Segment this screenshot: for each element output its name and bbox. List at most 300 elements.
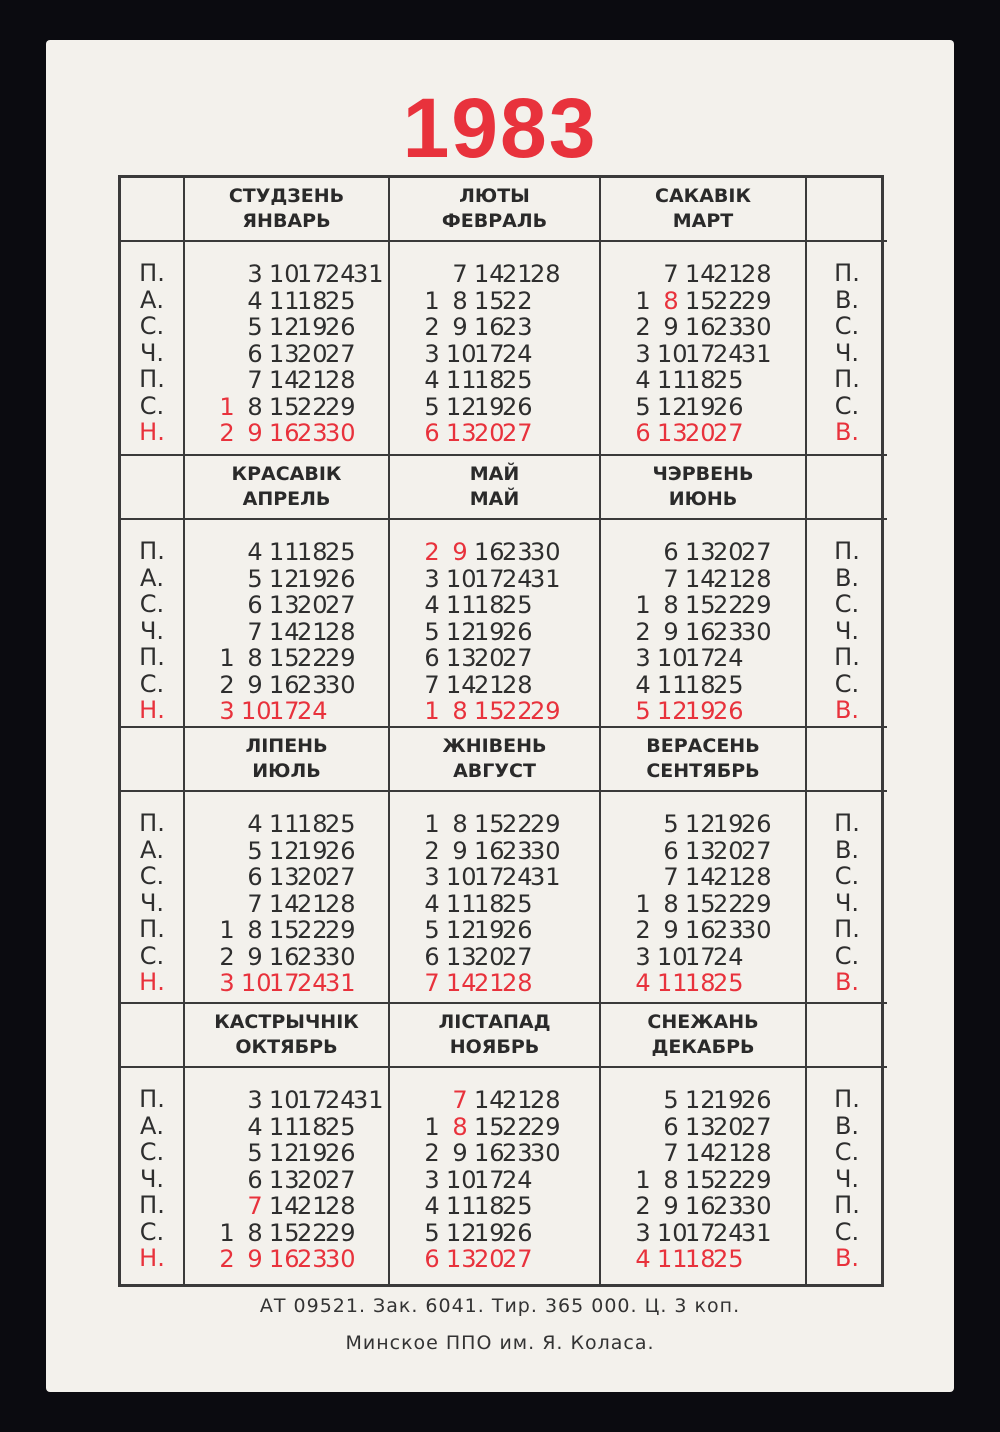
day-empty xyxy=(769,313,797,340)
day-number: 3 xyxy=(424,1165,440,1194)
month-header xyxy=(390,1004,601,1068)
day-empty xyxy=(418,260,446,287)
day-empty xyxy=(353,565,381,592)
day-number: 27 xyxy=(325,591,356,619)
day-number: 25 xyxy=(502,366,533,394)
day-empty xyxy=(558,1166,586,1193)
day-number: 4 xyxy=(635,366,651,394)
day-empty xyxy=(530,1245,558,1272)
month-name-be: МАЙ xyxy=(469,463,520,486)
day-number: 17 xyxy=(474,1165,505,1194)
weekday-label: Ч. xyxy=(834,616,860,645)
month-name-ru: ИЮНЬ xyxy=(668,488,738,510)
day-empty xyxy=(769,890,797,917)
day-number: 11 xyxy=(446,1192,477,1220)
weekday-label: С. xyxy=(139,590,165,618)
day-number: 19 xyxy=(297,836,328,865)
day-number: 10 xyxy=(657,1218,688,1247)
day-number: 5 xyxy=(247,313,263,341)
month-name-be: ЛІСТАПАД xyxy=(438,1011,551,1034)
day-number: 5 xyxy=(663,1086,679,1114)
day-number: 12 xyxy=(446,617,477,646)
month-name-be: КАСТРЫЧНІК xyxy=(214,1011,359,1034)
day-empty xyxy=(213,810,241,837)
day-number: 1 xyxy=(424,697,440,725)
day-number: 18 xyxy=(297,810,328,838)
day-number: 2 xyxy=(424,313,440,341)
day-empty xyxy=(769,943,797,970)
day-number: 13 xyxy=(657,419,688,447)
calendar-card xyxy=(46,40,954,1392)
day-number: 5 xyxy=(247,836,263,865)
day-number: 26 xyxy=(502,1218,533,1247)
day-number: 25 xyxy=(325,286,356,315)
day-number: 21 xyxy=(297,366,328,394)
day-number: 11 xyxy=(269,286,300,315)
day-number: 19 xyxy=(713,810,744,838)
day-empty xyxy=(741,1245,769,1272)
weekday-label: П. xyxy=(834,537,860,565)
day-number: 19 xyxy=(474,392,505,421)
day-number: 6 xyxy=(424,942,440,971)
day-number: 9 xyxy=(247,1245,263,1273)
day-number: 10 xyxy=(446,863,477,891)
header-corner xyxy=(121,1004,185,1068)
day-number: 16 xyxy=(685,617,716,646)
day-number: 4 xyxy=(635,1245,651,1273)
day-empty xyxy=(213,890,241,917)
day-number: 8 xyxy=(452,697,468,725)
day-number: 14 xyxy=(685,260,716,288)
day-number: 8 xyxy=(452,810,468,838)
day-number: 17 xyxy=(269,697,300,725)
day-number: 13 xyxy=(446,1245,477,1273)
day-number: 9 xyxy=(452,1139,468,1167)
day-number: 16 xyxy=(474,538,505,566)
day-number: 14 xyxy=(269,617,300,646)
day-number: 30 xyxy=(530,1139,561,1167)
day-number: 15 xyxy=(474,810,505,838)
day-number: 28 xyxy=(325,1192,356,1220)
day-empty xyxy=(558,1139,586,1166)
day-empty xyxy=(530,340,558,367)
day-number: 14 xyxy=(269,889,300,918)
weekday-label: П. xyxy=(139,1085,165,1113)
day-number: 1 xyxy=(635,1165,651,1194)
day-empty xyxy=(213,287,241,314)
day-number: 12 xyxy=(685,1086,716,1114)
day-number: 1 xyxy=(219,644,235,672)
day-number: 6 xyxy=(247,1165,263,1194)
month-days xyxy=(185,792,390,1004)
calendar-grid xyxy=(118,175,884,1287)
day-number: 30 xyxy=(325,670,356,699)
day-number: 22 xyxy=(713,1165,744,1194)
day-number: 13 xyxy=(269,1165,300,1194)
day-empty xyxy=(353,697,381,724)
day-number: 14 xyxy=(269,1192,300,1220)
day-number: 17 xyxy=(297,1086,328,1114)
day-number: 23 xyxy=(297,670,328,699)
day-number: 8 xyxy=(663,1165,679,1194)
month-header xyxy=(185,456,390,520)
day-empty xyxy=(558,419,586,446)
day-empty xyxy=(769,697,797,724)
day-number: 5 xyxy=(635,697,651,725)
day-empty xyxy=(558,697,586,724)
day-empty xyxy=(769,1139,797,1166)
day-number: 18 xyxy=(685,1245,716,1273)
day-number: 26 xyxy=(741,1086,772,1114)
day-empty xyxy=(741,366,769,393)
day-number: 24 xyxy=(713,644,744,672)
day-number: 11 xyxy=(446,889,477,918)
day-empty xyxy=(769,1166,797,1193)
day-number: 2 xyxy=(219,670,235,699)
day-number: 18 xyxy=(297,1112,328,1141)
day-number: 30 xyxy=(741,916,772,944)
day-number: 24 xyxy=(297,697,328,725)
day-number: 4 xyxy=(424,889,440,918)
day-number: 6 xyxy=(424,419,440,447)
day-number: 16 xyxy=(269,942,300,971)
day-number: 19 xyxy=(474,916,505,944)
day-number: 1 xyxy=(424,810,440,838)
day-number: 18 xyxy=(474,889,505,918)
day-number: 26 xyxy=(502,916,533,944)
day-number: 6 xyxy=(247,863,263,891)
day-number: 14 xyxy=(685,1139,716,1167)
day-number: 7 xyxy=(247,366,263,394)
month-header xyxy=(601,178,807,242)
day-empty xyxy=(558,1113,586,1140)
day-number: 13 xyxy=(685,836,716,865)
day-number: 3 xyxy=(424,863,440,891)
day-number: 5 xyxy=(247,564,263,593)
day-empty xyxy=(213,565,241,592)
day-number: 17 xyxy=(474,339,505,368)
day-number: 10 xyxy=(657,942,688,971)
weekday-label: А. xyxy=(139,285,165,314)
weekday-label: П. xyxy=(139,365,165,393)
day-number: 15 xyxy=(685,889,716,918)
day-number: 14 xyxy=(685,863,716,891)
day-number: 20 xyxy=(297,591,328,619)
day-number: 21 xyxy=(713,1139,744,1167)
day-number: 4 xyxy=(424,1192,440,1220)
day-number: 20 xyxy=(713,538,744,566)
day-number: 6 xyxy=(247,339,263,368)
day-empty xyxy=(530,890,558,917)
month-name-be: ЧЭРВЕНЬ xyxy=(652,463,754,486)
day-number: 29 xyxy=(530,1112,561,1141)
header-corner xyxy=(121,456,185,520)
day-number: 30 xyxy=(325,1245,356,1273)
day-empty xyxy=(769,671,797,698)
day-empty xyxy=(769,1113,797,1140)
day-empty xyxy=(353,837,381,864)
day-number: 9 xyxy=(663,916,679,944)
day-number: 2 xyxy=(635,313,651,341)
day-number: 23 xyxy=(502,836,533,865)
month-days xyxy=(390,242,601,456)
day-number: 26 xyxy=(325,313,356,341)
day-number: 4 xyxy=(635,670,651,699)
day-number: 2 xyxy=(424,538,440,566)
day-number: 3 xyxy=(635,1218,651,1247)
day-number: 22 xyxy=(502,697,533,725)
day-number: 9 xyxy=(452,538,468,566)
day-number: 22 xyxy=(297,1218,328,1247)
day-number: 16 xyxy=(474,1139,505,1167)
weekday-label: Ч. xyxy=(834,1164,860,1193)
day-empty xyxy=(530,366,558,393)
day-number: 12 xyxy=(269,313,300,341)
day-empty xyxy=(558,943,586,970)
day-number: 24 xyxy=(502,1165,533,1194)
day-number: 10 xyxy=(241,697,272,725)
day-number: 15 xyxy=(269,392,300,421)
day-empty xyxy=(353,863,381,890)
day-number: 8 xyxy=(247,1218,263,1247)
day-number: 15 xyxy=(474,1112,505,1141)
day-empty xyxy=(629,863,657,890)
day-empty xyxy=(769,969,797,996)
day-number: 25 xyxy=(502,889,533,918)
day-number: 9 xyxy=(663,1192,679,1220)
day-number: 25 xyxy=(502,591,533,619)
day-empty xyxy=(558,538,586,565)
day-number: 23 xyxy=(713,1192,744,1220)
day-empty xyxy=(741,943,769,970)
day-number: 3 xyxy=(424,564,440,593)
header-corner xyxy=(807,456,887,520)
day-empty xyxy=(558,260,586,287)
day-number: 3 xyxy=(219,969,235,997)
day-empty xyxy=(213,863,241,890)
day-number: 21 xyxy=(713,863,744,891)
day-number: 12 xyxy=(685,810,716,838)
weekday-label: Ч. xyxy=(834,888,860,917)
day-number: 25 xyxy=(713,366,744,394)
day-empty xyxy=(530,591,558,618)
day-empty xyxy=(769,340,797,367)
weekday-labels-left xyxy=(121,520,185,728)
month-days xyxy=(601,242,807,456)
day-empty xyxy=(353,943,381,970)
day-number: 2 xyxy=(424,1139,440,1167)
day-number: 20 xyxy=(474,419,505,447)
day-number: 22 xyxy=(713,286,744,315)
day-number: 15 xyxy=(685,591,716,619)
day-number: 1 xyxy=(219,392,235,421)
day-number: 27 xyxy=(502,419,533,447)
day-number: 2 xyxy=(219,419,235,447)
day-number: 15 xyxy=(474,286,505,315)
day-empty xyxy=(769,1192,797,1219)
day-empty xyxy=(558,340,586,367)
day-number: 11 xyxy=(657,1245,688,1273)
day-number: 28 xyxy=(741,863,772,891)
day-empty xyxy=(213,1166,241,1193)
day-empty xyxy=(769,1086,797,1113)
month-name-be: ВЕРАСЕНЬ xyxy=(646,735,760,758)
weekday-label: В. xyxy=(834,696,860,724)
day-number: 28 xyxy=(530,1086,561,1114)
day-number: 31 xyxy=(325,969,356,997)
month-days xyxy=(185,1068,390,1286)
day-empty xyxy=(769,863,797,890)
month-name-be: ЖНІВЕНЬ xyxy=(442,735,547,758)
month-header xyxy=(185,728,390,792)
day-number: 22 xyxy=(713,591,744,619)
year-title: 1983 xyxy=(402,81,598,175)
day-number: 29 xyxy=(325,916,356,944)
day-empty xyxy=(558,671,586,698)
day-number: 12 xyxy=(269,836,300,865)
day-empty xyxy=(629,565,657,592)
day-number: 31 xyxy=(741,339,772,368)
day-empty xyxy=(629,1139,657,1166)
weekday-label: С. xyxy=(834,312,860,340)
day-number: 24 xyxy=(713,339,744,368)
day-empty xyxy=(353,366,381,393)
day-number: 31 xyxy=(353,260,384,288)
day-number: 15 xyxy=(474,697,505,725)
day-number: 7 xyxy=(424,670,440,699)
month-name-ru: АПРЕЛЬ xyxy=(242,488,331,510)
day-number: 18 xyxy=(685,969,716,997)
day-number: 20 xyxy=(474,1245,505,1273)
day-number: 28 xyxy=(530,260,561,288)
day-number: 25 xyxy=(713,1245,744,1273)
weekday-label: П. xyxy=(834,365,860,393)
day-number: 20 xyxy=(685,419,716,447)
day-number: 23 xyxy=(502,313,533,341)
day-number: 12 xyxy=(269,564,300,593)
day-number: 26 xyxy=(325,836,356,865)
day-empty xyxy=(629,1113,657,1140)
day-number: 5 xyxy=(663,810,679,838)
day-empty xyxy=(530,313,558,340)
day-number: 8 xyxy=(247,916,263,944)
day-number: 16 xyxy=(685,313,716,341)
day-empty xyxy=(213,1113,241,1140)
day-number: 14 xyxy=(446,670,477,699)
day-empty xyxy=(213,538,241,565)
day-number: 1 xyxy=(219,916,235,944)
month-days xyxy=(185,242,390,456)
day-number: 4 xyxy=(247,1112,263,1141)
month-name-ru: ФЕВРАЛЬ xyxy=(441,210,548,232)
day-empty xyxy=(769,538,797,565)
day-number: 4 xyxy=(247,810,263,838)
day-number: 7 xyxy=(452,260,468,288)
day-number: 24 xyxy=(502,863,533,891)
day-empty xyxy=(530,287,558,314)
day-number: 6 xyxy=(663,836,679,865)
month-name-ru: СЕНТЯБРЬ xyxy=(646,760,760,782)
day-number: 19 xyxy=(297,313,328,341)
day-number: 16 xyxy=(685,916,716,944)
day-empty xyxy=(530,393,558,420)
day-number: 7 xyxy=(424,969,440,997)
day-number: 8 xyxy=(247,644,263,672)
day-number: 27 xyxy=(325,1165,356,1194)
day-number: 21 xyxy=(297,1192,328,1220)
day-number: 9 xyxy=(247,670,263,699)
day-number: 17 xyxy=(685,644,716,672)
day-empty xyxy=(558,863,586,890)
day-number: 15 xyxy=(269,1218,300,1247)
day-number: 22 xyxy=(713,889,744,918)
day-empty xyxy=(558,1245,586,1272)
month-days xyxy=(601,792,807,1004)
day-number: 21 xyxy=(297,889,328,918)
day-empty xyxy=(530,618,558,645)
day-number: 12 xyxy=(657,392,688,421)
weekday-label: В. xyxy=(834,563,860,592)
day-number: 5 xyxy=(424,617,440,646)
day-empty xyxy=(769,916,797,943)
day-number: 15 xyxy=(685,1165,716,1194)
day-empty xyxy=(558,916,586,943)
day-number: 7 xyxy=(452,1086,468,1114)
day-number: 14 xyxy=(685,564,716,593)
weekday-label: В. xyxy=(834,968,860,996)
day-number: 30 xyxy=(741,617,772,646)
weekday-label: В. xyxy=(834,835,860,864)
weekday-label: С. xyxy=(834,1138,860,1166)
day-empty xyxy=(558,644,586,671)
day-number: 4 xyxy=(247,538,263,566)
day-number: 10 xyxy=(269,260,300,288)
day-number: 19 xyxy=(474,617,505,646)
day-empty xyxy=(353,393,381,420)
day-empty xyxy=(213,366,241,393)
weekday-label: С. xyxy=(139,312,165,340)
day-empty xyxy=(418,1086,446,1113)
day-number: 11 xyxy=(657,366,688,394)
day-empty xyxy=(558,969,586,996)
day-number: 19 xyxy=(685,697,716,725)
weekday-label: Н. xyxy=(139,418,165,446)
weekday-label: Ч. xyxy=(139,888,165,917)
day-number: 28 xyxy=(502,670,533,699)
day-empty xyxy=(213,591,241,618)
day-number: 3 xyxy=(635,942,651,971)
day-number: 10 xyxy=(657,644,688,672)
day-empty xyxy=(530,671,558,698)
weekday-label: С. xyxy=(834,391,860,420)
weekday-label: С. xyxy=(139,862,165,890)
day-number: 7 xyxy=(247,617,263,646)
day-number: 1 xyxy=(424,286,440,315)
day-number: 27 xyxy=(502,1245,533,1273)
day-number: 5 xyxy=(424,392,440,421)
day-number: 19 xyxy=(474,1218,505,1247)
day-empty xyxy=(629,1086,657,1113)
day-number: 14 xyxy=(474,260,505,288)
month-header xyxy=(601,456,807,520)
day-empty xyxy=(558,313,586,340)
day-empty xyxy=(353,1245,381,1272)
weekday-label: А. xyxy=(139,563,165,592)
day-number: 29 xyxy=(325,1218,356,1247)
month-name-ru: ДЕКАБРЬ xyxy=(651,1036,755,1058)
day-number: 8 xyxy=(663,889,679,918)
day-number: 12 xyxy=(446,392,477,421)
